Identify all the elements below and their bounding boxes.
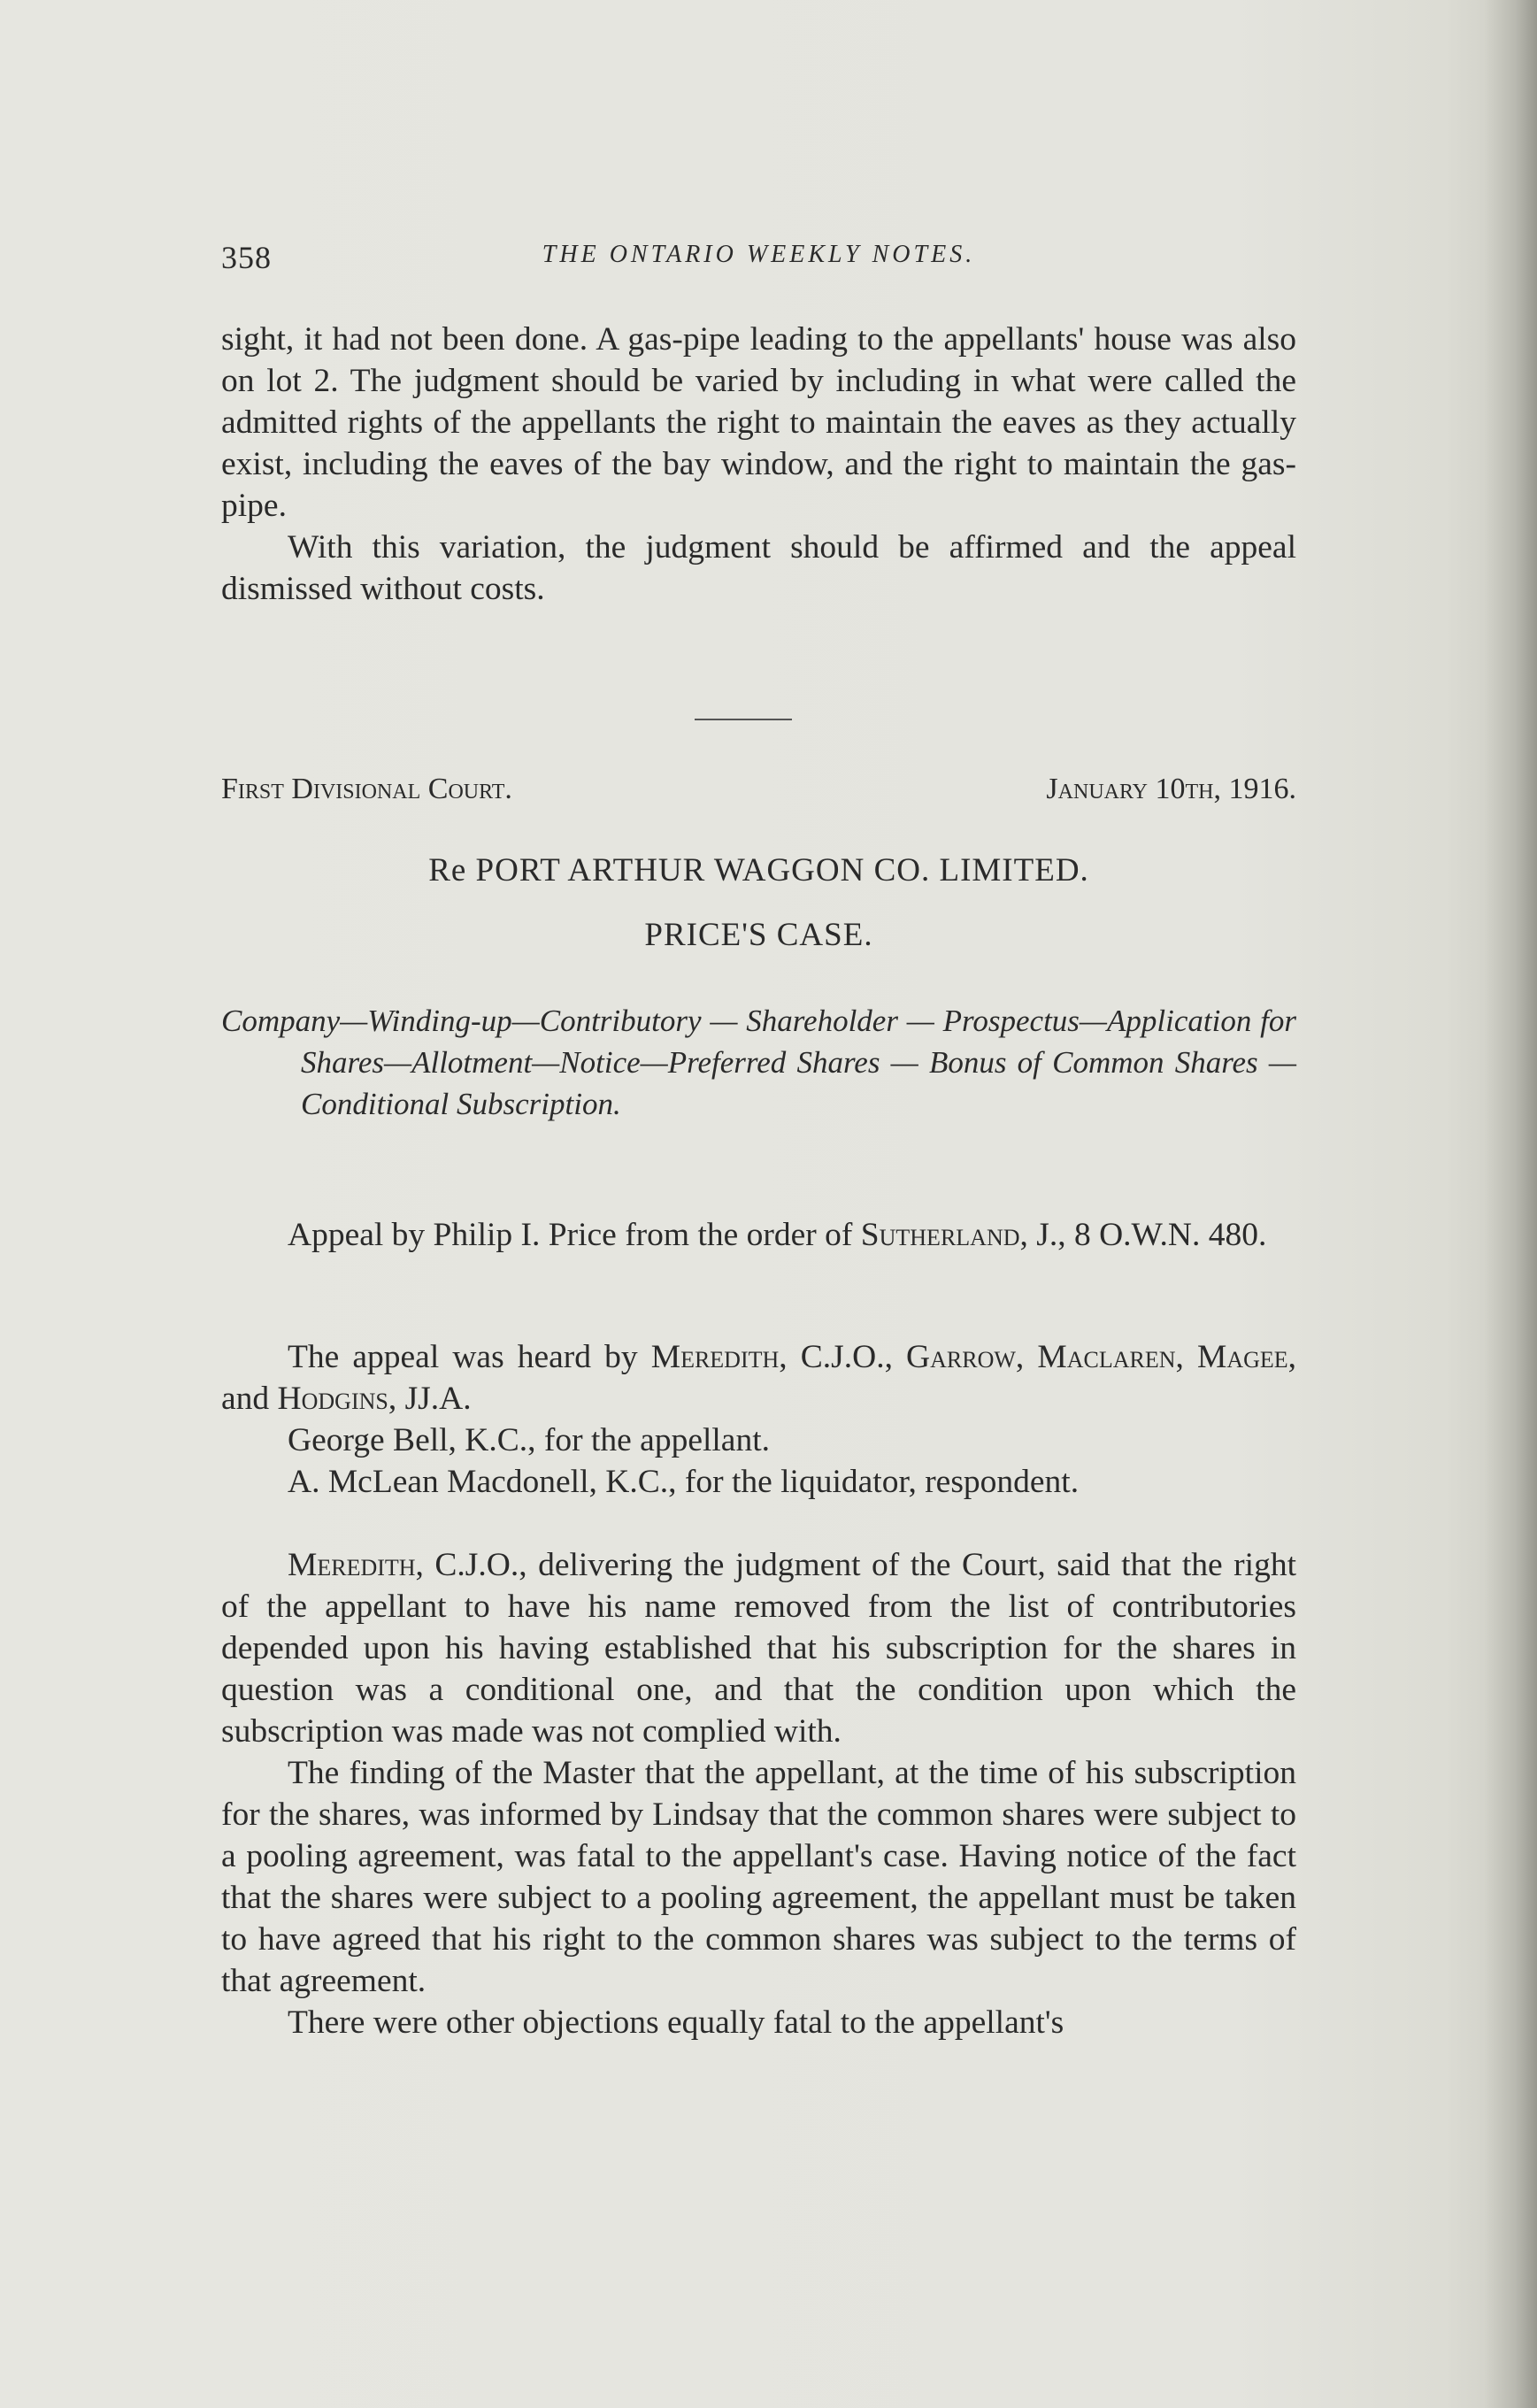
paragraph: With this variation, the judgment should be affirmed and the appeal dismissed without costs. [221, 529, 1296, 607]
page-number: 358 [221, 240, 272, 275]
headnote-text: Company—Winding-up—Contributory — Shareholder — Prospectus—Application for Shares—Allotment—Notice—Preferred Shares — Bonus of Common Shares — Conditional Subscription. [221, 1004, 1296, 1121]
court-date: January 10th, 1916. [1046, 773, 1296, 805]
judge-name: Magee [1197, 1339, 1288, 1375]
hearing-text: , JJ.A. [388, 1381, 472, 1417]
hearing-text: , C.J.O., [779, 1339, 907, 1375]
headnote [221, 1000, 1296, 1125]
hearing-text: , and [221, 1339, 1297, 1417]
section-divider [695, 719, 792, 720]
judge-name: Meredith [288, 1547, 416, 1583]
paragraph: The finding of the Master that the appellant, at the time of his subscription for the shares, was informed by Lindsay that the common shares were subject to a pooling agreement, was fatal to the appellant's case. Having notice of the fact that the shares were subject to a pooling agreement, the appellant must be taken to have agreed that his right to the common shares was subject to the terms of that agreement. [221, 1755, 1296, 1999]
hearing-intro: The appeal was heard by [288, 1339, 651, 1375]
hearing-text: , [1175, 1339, 1197, 1375]
paragraph [221, 1214, 1296, 1256]
paragraph: There were other objections equally fatal to the appellant's [288, 2004, 1064, 2041]
page-header [221, 239, 1296, 283]
judge-name: Maclaren [1037, 1339, 1176, 1375]
paragraph: sight, it had not been done. A gas-pipe leading to the appellants' house was also on lot 2. The judgment should be varied by including in what were called the admitted rights of the appellants the right to maintain the eaves as they actually exist, including the eaves of the bay window, and the right to maintain the gas-pipe. [221, 321, 1296, 524]
counsel-respondent: A. McLean Macdonell, K.C., for the liquidator, respondent. [288, 1464, 1080, 1500]
case-title: Re PORT ARTHUR WAGGON CO. LIMITED. [428, 852, 1089, 889]
judge-name: Sutherland [860, 1217, 1020, 1253]
paragraph [221, 1544, 1296, 1752]
appeal-text-after: , J., 8 O.W.N. 480. [1019, 1217, 1267, 1253]
judge-name: Garrow [906, 1339, 1016, 1375]
paragraph [221, 1336, 1296, 1419]
judge-name: Meredith [650, 1339, 780, 1375]
hearing-text: , [1015, 1339, 1038, 1375]
judgment-block [221, 1544, 1296, 2043]
appeal-paragraph [221, 1214, 1296, 1256]
page-edge-shadow [1484, 0, 1537, 2408]
judge-name: Hodgins [277, 1381, 388, 1417]
judgment-text: , C.J.O., delivering the judgment of the Court, said that the right of the appellant to have his name removed from the list of contributories depended upon his having established that his subscription for the shares in question was a conditional one, and that the condition upon which the subscription was made was not complied with. [221, 1547, 1296, 1750]
appeal-text-before: Appeal by Philip I. Price from the order of [288, 1217, 861, 1253]
counsel-appellant: George Bell, K.C., for the appellant. [288, 1422, 770, 1458]
case-subtitle: PRICE'S CASE. [644, 917, 873, 953]
previous-case-text [221, 319, 1296, 610]
hearing-block [221, 1336, 1296, 1503]
running-head: THE ONTARIO WEEKLY NOTES. [542, 241, 976, 268]
court-name: First Divisional Court. [221, 773, 512, 805]
